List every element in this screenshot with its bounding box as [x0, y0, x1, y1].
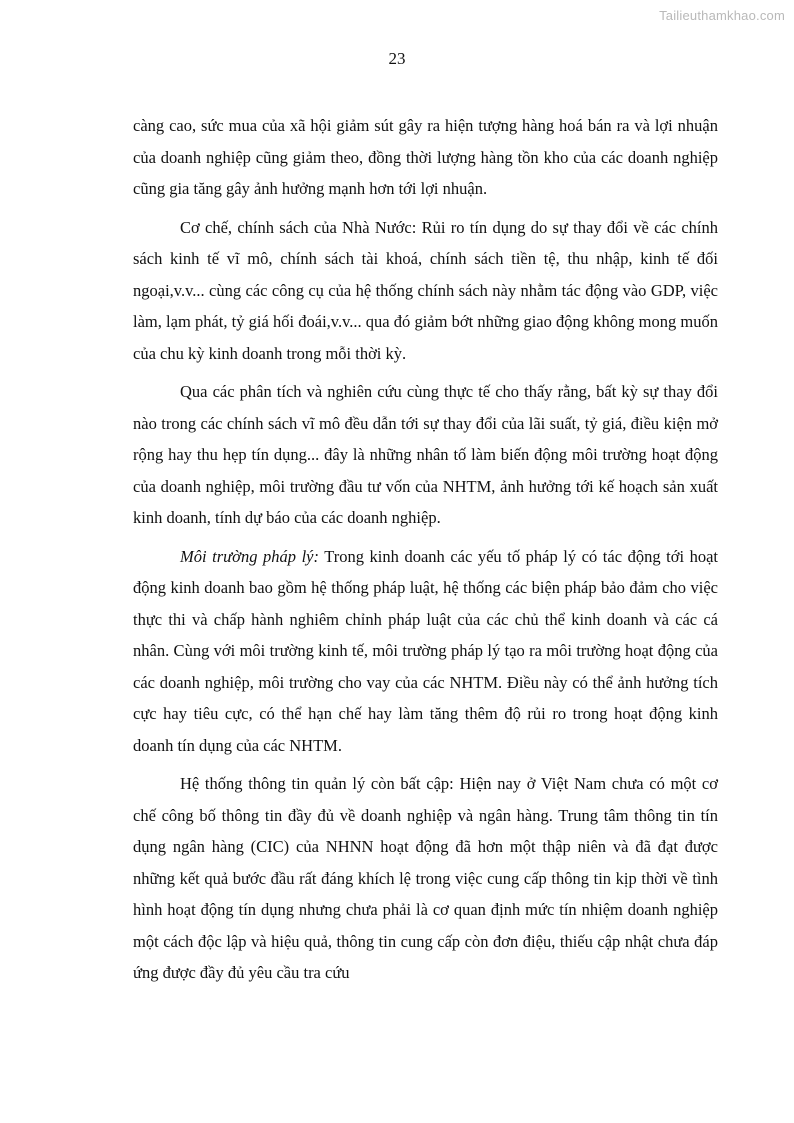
- paragraph-text: Hệ thống thông tin quản lý còn bất cập: Hiện nay ở Việt Nam chưa có một cơ chế công bố thông tin đầy đủ về doanh nghiệp và ngân hàng. Trung tâm thông tin tín dụng ngân hàng (CIC) của NHNN hoạt động đã hơn một thập niên và đã đạt được những kết quả bước đầu rất đáng khích lệ trong việc cung cấp thông tin kịp thời về tình hình hoạt động tín dụng nhưng chưa phải là cơ quan định mức tín nhiệm doanh nghiệp một cách độc lập và hiệu quả, thông tin cung cấp còn đơn điệu, thiếu cập nhật chưa đáp ứng được đầy đủ yêu cầu tra cứu: [133, 774, 718, 982]
- page-number: 23: [388, 49, 406, 68]
- paragraph-continuation: [133, 110, 718, 205]
- paragraph-analysis: [133, 376, 718, 534]
- body-text: [133, 110, 718, 996]
- paragraph-text: Qua các phân tích và nghiên cứu cùng thực tế cho thấy rằng, bất kỳ sự thay đổi nào trong các chính sách vĩ mô đều dẫn tới sự thay đổi của lãi suất, tỷ giá, điều kiện mở rộng hay thu hẹp tín dụng... đây là những nhân tố làm biến động môi trường hoạt động của doanh nghiệp, môi trường đầu tư vốn của NHTM, ảnh hưởng tới kế hoạch sản xuất kinh doanh, tính dự báo của các doanh nghiệp.: [133, 382, 718, 527]
- paragraph-legal-environment: [133, 541, 718, 762]
- paragraph-policy: [133, 212, 718, 370]
- paragraph-text: Trong kinh doanh các yếu tố pháp lý có tác động tới hoạt động kinh doanh bao gồm hệ thống pháp luật, hệ thống các biện pháp bảo đảm cho việc thực thi và chấp hành nghiêm chỉnh pháp luật của các chủ thể kinh doanh và các cá nhân. Cùng với môi trường kinh tế, môi trường pháp lý tạo ra môi trường hoạt động của các doanh nghiệp, môi trường cho vay của các NHTM. Điều này có thể ảnh hưởng tích cực hay tiêu cực, có thể hạn chế hay làm tăng thêm độ rủi ro trong hoạt động kinh doanh tín dụng của các NHTM.: [133, 546, 719, 755]
- paragraph-text: càng cao, sức mua của xã hội giảm sút gây ra hiện tượng hàng hoá bán ra và lợi nhuận của doanh nghiệp cũng giảm theo, đồng thời lượng hàng tồn kho của các doanh nghiệp cũng gia tăng gây ảnh hưởng mạnh hơn tới lợi nhuận.: [133, 116, 718, 198]
- paragraph-information-system: [133, 768, 718, 989]
- paragraph-lead-italic: Môi trường pháp lý:: [180, 546, 319, 566]
- watermark-text: Tailieuthamkhao.com: [659, 8, 785, 23]
- paragraph-text: Cơ chế, chính sách của Nhà Nước: Rủi ro tín dụng do sự thay đổi về các chính sách kinh tế vĩ mô, chính sách tài khoá, chính sách tiền tệ, thu nhập, kinh tế đối ngoại,v.v... cùng các công cụ của hệ thống chính sách này nhằm tác động vào GDP, việc làm, lạm phát, tỷ giá hối đoái,v.v... qua đó giảm bớt những giao động không mong muốn của chu kỳ kinh doanh trong mỗi thời kỳ.: [133, 217, 718, 363]
